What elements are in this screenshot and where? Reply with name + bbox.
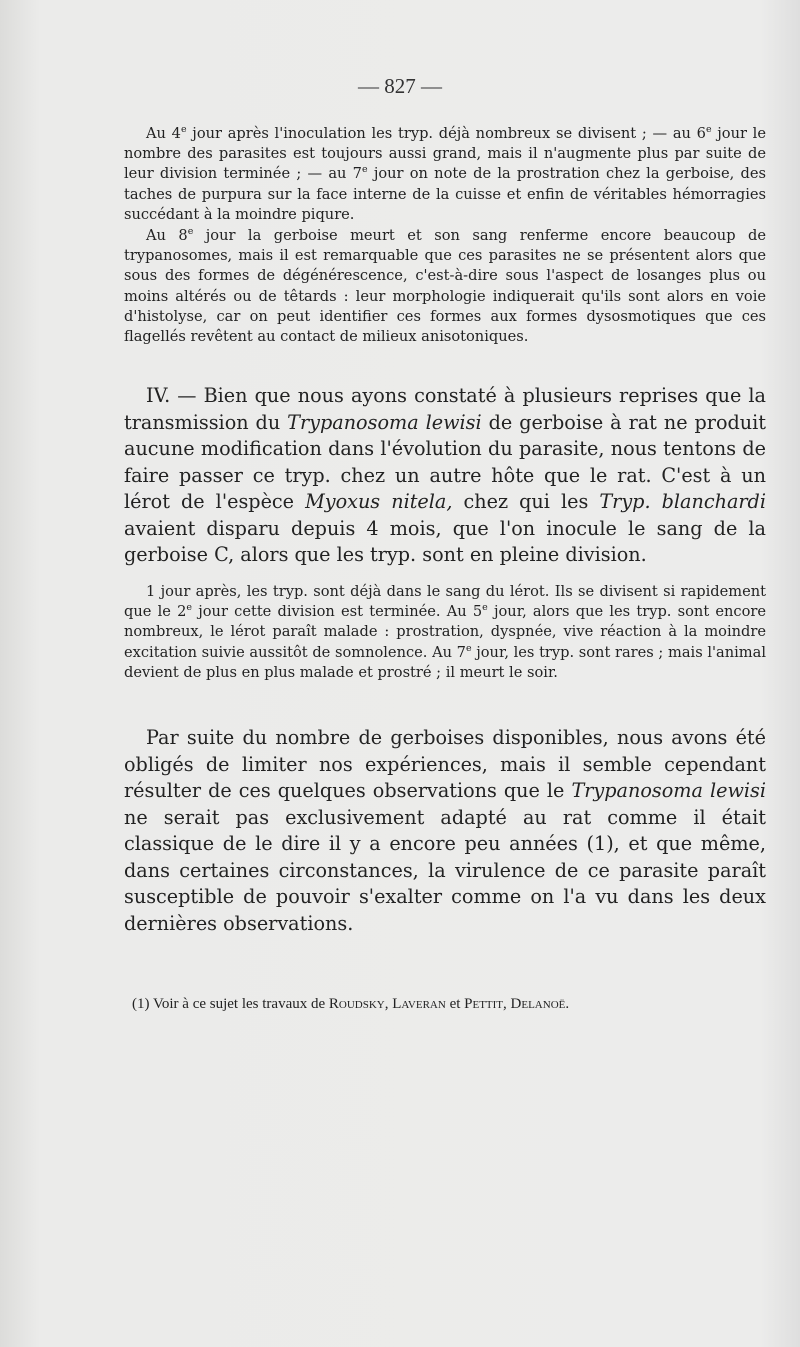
text: jour, les tryp. sont rares ; mais l'animal devient de plus en plus malade et prostré ; il meurt le soir. <box>124 643 766 681</box>
author-name: Pettit <box>464 996 504 1012</box>
author-name: Laveran <box>392 996 446 1012</box>
ordinal-sup: e <box>187 226 194 238</box>
text: ne serait pas exclusivement adapté au rat comme il était classique de le dire il y a encore peu années (1), et que même, dans certaines circonstances, la virulence de ce parasite paraît susceptible de pouvoir s'exalter comme on l'a vu dans les deux dernières observations. <box>124 805 766 935</box>
ordinal-sup: e <box>465 642 472 654</box>
text: jour la gerboise meurt et son sang renferme encore beaucoup de trypanosomes, mais il est remarquable que ces parasites ne se présentent alors que sous des formes de dégénérescence, c'est-à-dire sous l'aspect de losanges plus ou moins altérés ou de têtards : leur morphologie indiquerait qu'ils sont alors en voie d'histolyse, car on peut identifier ces formes aux formes dysosmotiques que ces flagellés revêtent au contact de milieux anisotoniques. <box>124 227 766 346</box>
paragraph-lerot <box>124 582 766 683</box>
author-name: Roudsky <box>328 996 385 1012</box>
paragraph-day-4-to-7 <box>124 124 766 225</box>
text: jour le nombre des parasites est toujours aussi grand, mais il n'augmente plus par suite de leur division terminée ; — au 7 <box>124 125 766 183</box>
text: et <box>445 996 465 1012</box>
text: chez qui les <box>452 490 600 513</box>
text: Au 8 <box>146 227 188 244</box>
text: jour on note de la prostration chez la gerboise, des taches de purpura sur la face interne de la cuisse et enfin de véritables hémorragies succédant à la moindre piqure. <box>124 165 766 223</box>
ordinal-sup: e <box>482 602 488 614</box>
species-name: Tryp. blanchardi <box>599 490 766 513</box>
text: Au 4 <box>146 125 181 142</box>
text: avaient disparu depuis 4 mois, que l'on inocule le sang de la gerboise C, alors que les tryp. sont en pleine division. <box>124 516 766 566</box>
ordinal-sup: e <box>180 124 187 136</box>
species-name: Myoxus nitela, <box>305 490 453 513</box>
paragraph-day-8 <box>124 226 766 347</box>
ordinal-sup: e <box>361 164 368 176</box>
species-name: Trypanosoma lewisi <box>287 410 482 434</box>
ordinal-sup: e <box>705 124 712 136</box>
text: IV. — Bien que nous ayons constaté à plusieurs reprises que la transmission du <box>124 384 766 434</box>
text: , <box>384 996 393 1012</box>
text: , <box>503 996 511 1012</box>
text: 1 jour après, les tryp. sont déjà dans le sang du lérot. Ils se divisent si rapidement que le 2 <box>124 583 766 621</box>
text: jour après l'inoculation les tryp. déjà nombreux se divisent ; — au 6 <box>186 125 706 142</box>
species-name: Trypanosoma lewisi <box>571 779 766 802</box>
text: (1) Voir à ce sujet les travaux de <box>132 996 329 1012</box>
text: jour, alors que les tryp. sont encore nombreux, le lérot paraît malade : prostration, dyspnée, vive réaction à la moindre excitation suivie aussitôt de somnolence. Au 7 <box>124 603 766 661</box>
section-iv-paragraph <box>124 383 766 569</box>
conclusion-paragraph <box>124 725 766 937</box>
text: . <box>565 996 570 1012</box>
author-name: Delanoë <box>510 996 566 1012</box>
text: de gerboise à rat ne produit aucune modification dans l'évolution du parasite, nous tentons de faire passer ce tryp. chez un autre hôte que le rat. C'est à un lérot de l'espèce <box>124 410 767 513</box>
text: Par suite du nombre de gerboises disponibles, nous avons été obligés de limiter nos expériences, mais il semble cependant résulter de ces quelques observations que le <box>124 726 766 802</box>
text: jour cette division est terminée. Au 5 <box>192 603 483 621</box>
page-number: — 827 — <box>358 74 442 98</box>
ordinal-sup: e <box>186 602 193 614</box>
footnote <box>124 994 766 1014</box>
